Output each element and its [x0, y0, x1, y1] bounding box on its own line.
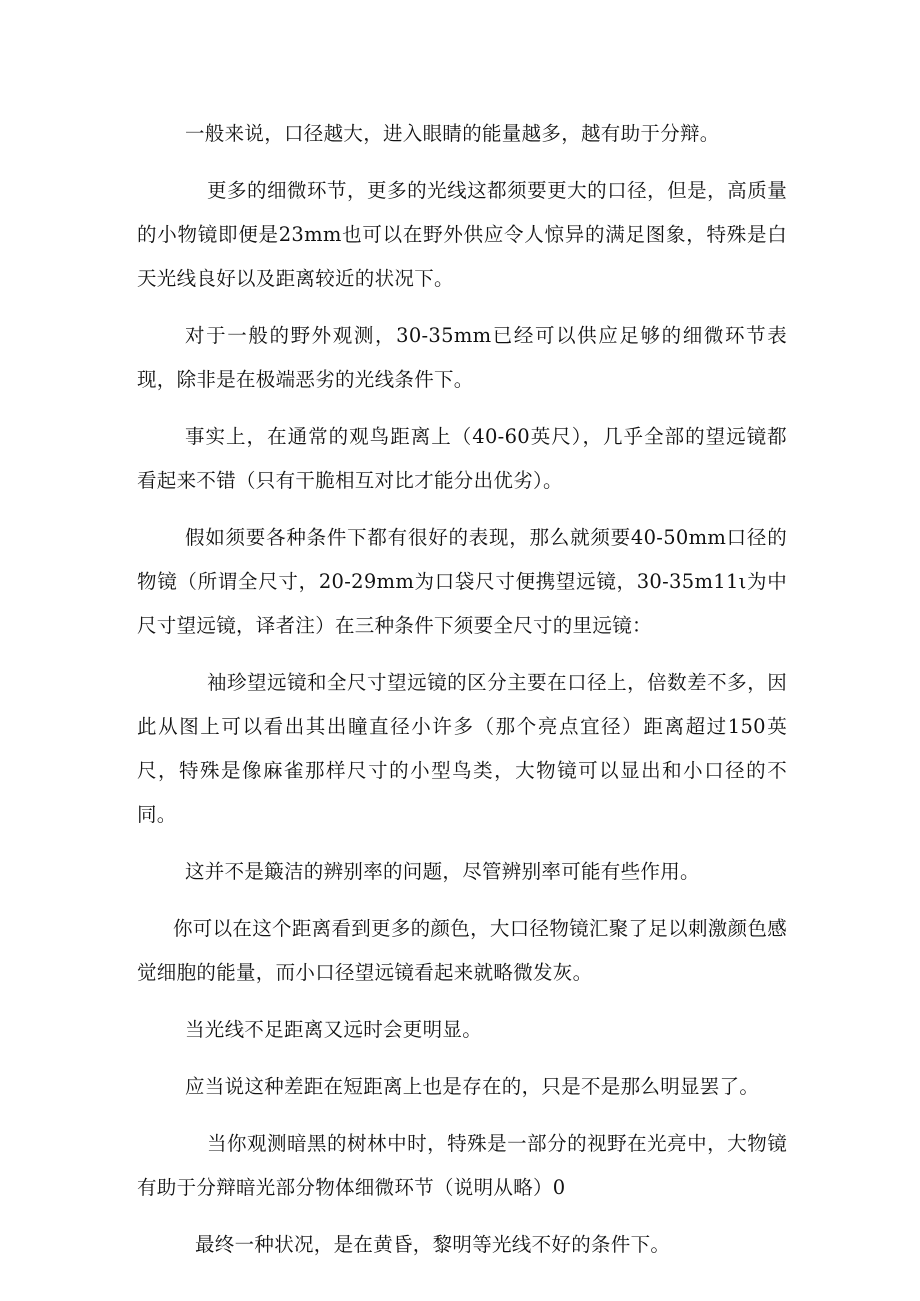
paragraph-8: 你可以在这个距离看到更多的颜色，大口径物镜汇聚了足以刺激颜色感觉细胞的能量，而小口径望远镜看起来就略微发灰。 [137, 917, 787, 984]
paragraph-9: 当光线不足距离又远时会更明显。 [185, 1018, 483, 1041]
paragraph-5: 假如须要各种条件下都有很好的表现，那么就须要40-50mm口径的物镜（所谓全尺寸，20-29mm为口袋尺寸便携望远镜，30-35m11ι为中尺寸望远镜，译者注）在三种条件下须要全尺寸的里远镜： [137, 526, 787, 637]
paragraph-1: 一般来说，口径越大，进入眼睛的能量越多，越有助于分辩。 [185, 122, 720, 145]
document-body [137, 112, 787, 1280]
paragraph-2: 更多的细微环节，更多的光线这都须要更大的口径，但是，高质量的小物镜即便是23mm也可以在野外供应令人惊异的满足图象，特殊是白天光线良好以及距离较近的状况下。 [137, 179, 787, 290]
paragraph-12: 最终一种状况，是在黄昏，黎明等光线不好的条件下。 [195, 1233, 671, 1256]
paragraph-3: 对于一般的野外观测，30-35mm已经可以供应足够的细微环节表现，除非是在极端恶劣的光线条件下。 [137, 324, 787, 391]
paragraph-10: 应当说这种差距在短距离上也是存在的，只是不是那么明显罢了。 [185, 1075, 760, 1098]
paragraph-11: 当你观测暗黑的树林中时，特殊是一部分的视野在光亮中，大物镜有助于分辩暗光部分物体细微环节（说明从略）0 [137, 1132, 787, 1199]
paragraph-7: 这并不是簸洁的辨别率的问题，尽管辨别率可能有些作用。 [185, 860, 700, 883]
paragraph-4: 事实上，在通常的观鸟距离上（40-60英尺），几乎全部的望远镜都看起来不错（只有干脆相互对比才能分出优劣）。 [137, 425, 787, 492]
paragraph-6: 袖珍望远镜和全尺寸望远镜的区分主要在口径上，倍数差不多，因此从图上可以看出其出瞳直径小许多（那个亮点宜径）距离超过150英尺，特殊是像麻雀那样尺寸的小型鸟类，大物镜可以显出和小口径的不同。 [137, 671, 787, 826]
